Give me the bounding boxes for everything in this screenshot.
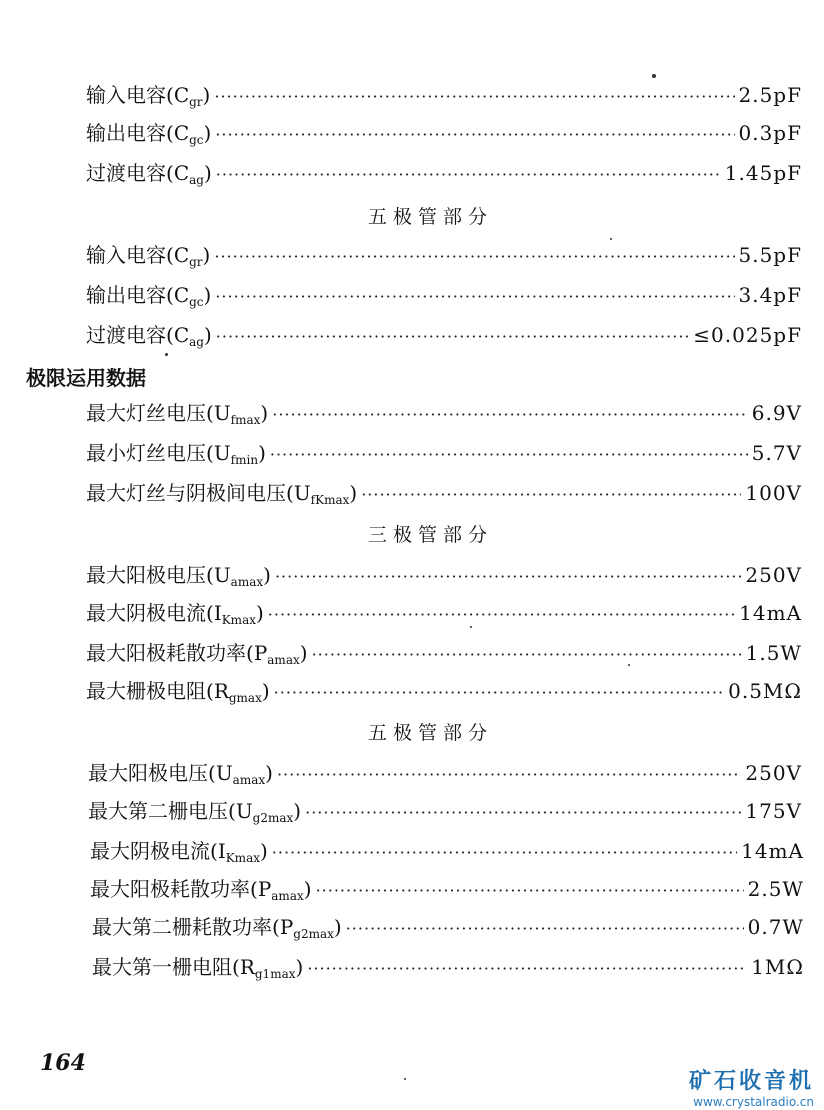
spec-label: 最大栅极电阻$(R_{gmax})$ bbox=[86, 679, 270, 705]
spec-value: 5.5pF bbox=[738, 243, 802, 267]
spec-row bbox=[90, 876, 804, 909]
dot-leader bbox=[270, 442, 748, 468]
dot-leader bbox=[305, 800, 741, 826]
spec-label: 最大阳极电压$(U_{amax})$ bbox=[86, 563, 271, 589]
spec-row bbox=[86, 242, 802, 275]
spec-row bbox=[86, 440, 802, 473]
spec-row bbox=[86, 120, 802, 153]
dot-leader bbox=[268, 602, 735, 628]
spec-label: 输出电容$(C_{gc})$ bbox=[86, 121, 212, 147]
spec-label: 最小灯丝电压$(U_{fmin})$ bbox=[86, 441, 266, 467]
spec-row bbox=[92, 954, 804, 987]
spec-row bbox=[86, 678, 802, 711]
dot-leader bbox=[215, 122, 734, 148]
spec-value: 5.7V bbox=[751, 441, 802, 465]
spec-value: 250V bbox=[745, 761, 802, 785]
dot-leader bbox=[275, 564, 741, 590]
spec-row bbox=[92, 914, 804, 947]
dot-leader bbox=[274, 680, 724, 706]
spec-row bbox=[86, 480, 802, 513]
spec-row bbox=[90, 838, 804, 871]
spec-label: 最大灯丝与阴极间电压$(U_{fKmax})$ bbox=[86, 481, 358, 507]
watermark-text: 矿石收音机 bbox=[688, 1069, 814, 1094]
watermark-url: www.crystalradio.cn bbox=[693, 1095, 814, 1109]
dot-leader bbox=[312, 642, 742, 668]
spec-label: 最大第二栅电压$(U_{g2max})$ bbox=[88, 799, 302, 825]
spec-label: 最大阳极耗散功率$(P_{amax})$ bbox=[86, 641, 308, 667]
spec-label: 最大阳极电压$(U_{amax})$ bbox=[88, 761, 273, 787]
spec-value: 14mA bbox=[739, 601, 802, 625]
dot-leader bbox=[346, 916, 744, 942]
spec-label: 最大阴极电流$(I_{Kmax})$ bbox=[86, 601, 264, 627]
spec-row bbox=[86, 160, 802, 193]
spec-label: 输入电容$(C_{gr})$ bbox=[86, 83, 211, 109]
dot-leader bbox=[216, 162, 721, 188]
spec-row bbox=[88, 760, 802, 793]
spec-label: 过渡电容$(C_{ag})$ bbox=[86, 323, 212, 349]
spec-value: 0.7W bbox=[747, 915, 804, 939]
spec-label: 最大阳极耗散功率$(P_{amax})$ bbox=[90, 877, 312, 903]
spec-row bbox=[86, 600, 802, 633]
spec-row bbox=[86, 322, 802, 355]
dot-leader bbox=[214, 244, 734, 270]
spec-value: 175V bbox=[745, 799, 802, 823]
page-number: 164 bbox=[40, 1050, 86, 1076]
dot-leader bbox=[216, 324, 690, 350]
section-title: 极限运用数据 bbox=[26, 366, 146, 390]
spec-value: 2.5W bbox=[747, 877, 804, 901]
spec-value: 1.45pF bbox=[724, 161, 802, 185]
spec-label: 输入电容$(C_{gr})$ bbox=[86, 243, 211, 269]
spec-value: 3.4pF bbox=[738, 283, 802, 307]
dot-leader bbox=[272, 840, 737, 866]
spec-value: 6.9V bbox=[751, 401, 802, 425]
print-speck bbox=[610, 238, 612, 240]
dot-leader bbox=[214, 84, 734, 110]
site-watermark bbox=[689, 1064, 814, 1109]
spec-value: ≤0.025pF bbox=[693, 323, 802, 347]
spec-label: 输出电容$(C_{gc})$ bbox=[86, 283, 212, 309]
spec-label: 过渡电容$(C_{ag})$ bbox=[86, 161, 212, 187]
print-speck bbox=[165, 353, 168, 356]
dot-leader bbox=[272, 402, 748, 428]
dot-leader bbox=[307, 956, 747, 982]
spec-label: 最大第二栅耗散功率$(P_{g2max})$ bbox=[92, 915, 342, 941]
dot-leader bbox=[277, 762, 741, 788]
pentode-subheading: 五极管部分 bbox=[368, 722, 494, 744]
triode-subheading: 三极管部分 bbox=[368, 524, 494, 546]
spec-row bbox=[88, 798, 802, 831]
dot-leader bbox=[361, 482, 741, 508]
spec-row bbox=[86, 282, 802, 315]
spec-value: 250V bbox=[745, 563, 802, 587]
print-speck bbox=[628, 664, 630, 666]
pentode-subheading: 五极管部分 bbox=[368, 206, 494, 228]
spec-row bbox=[86, 562, 802, 595]
print-speck bbox=[404, 1078, 406, 1080]
spec-row bbox=[86, 640, 802, 673]
spec-value: 0.5MΩ bbox=[728, 679, 802, 703]
spec-value: 100V bbox=[745, 481, 802, 505]
spec-row bbox=[86, 400, 802, 433]
spec-label: 最大阴极电流$(I_{Kmax})$ bbox=[90, 839, 268, 865]
dot-leader bbox=[316, 878, 744, 904]
spec-value: 14mA bbox=[741, 839, 804, 863]
dot-leader bbox=[215, 284, 734, 310]
print-speck bbox=[652, 74, 656, 78]
spec-value: 0.3pF bbox=[738, 121, 802, 145]
spec-row bbox=[86, 82, 802, 115]
spec-value: 1.5W bbox=[745, 641, 802, 665]
spec-label: 最大灯丝电压$(U_{fmax})$ bbox=[86, 401, 269, 427]
print-speck bbox=[470, 626, 472, 628]
spec-label: 最大第一栅电阻$(R_{g1max})$ bbox=[92, 955, 304, 981]
spec-value: 2.5pF bbox=[738, 83, 802, 107]
spec-value: 1MΩ bbox=[751, 955, 804, 979]
